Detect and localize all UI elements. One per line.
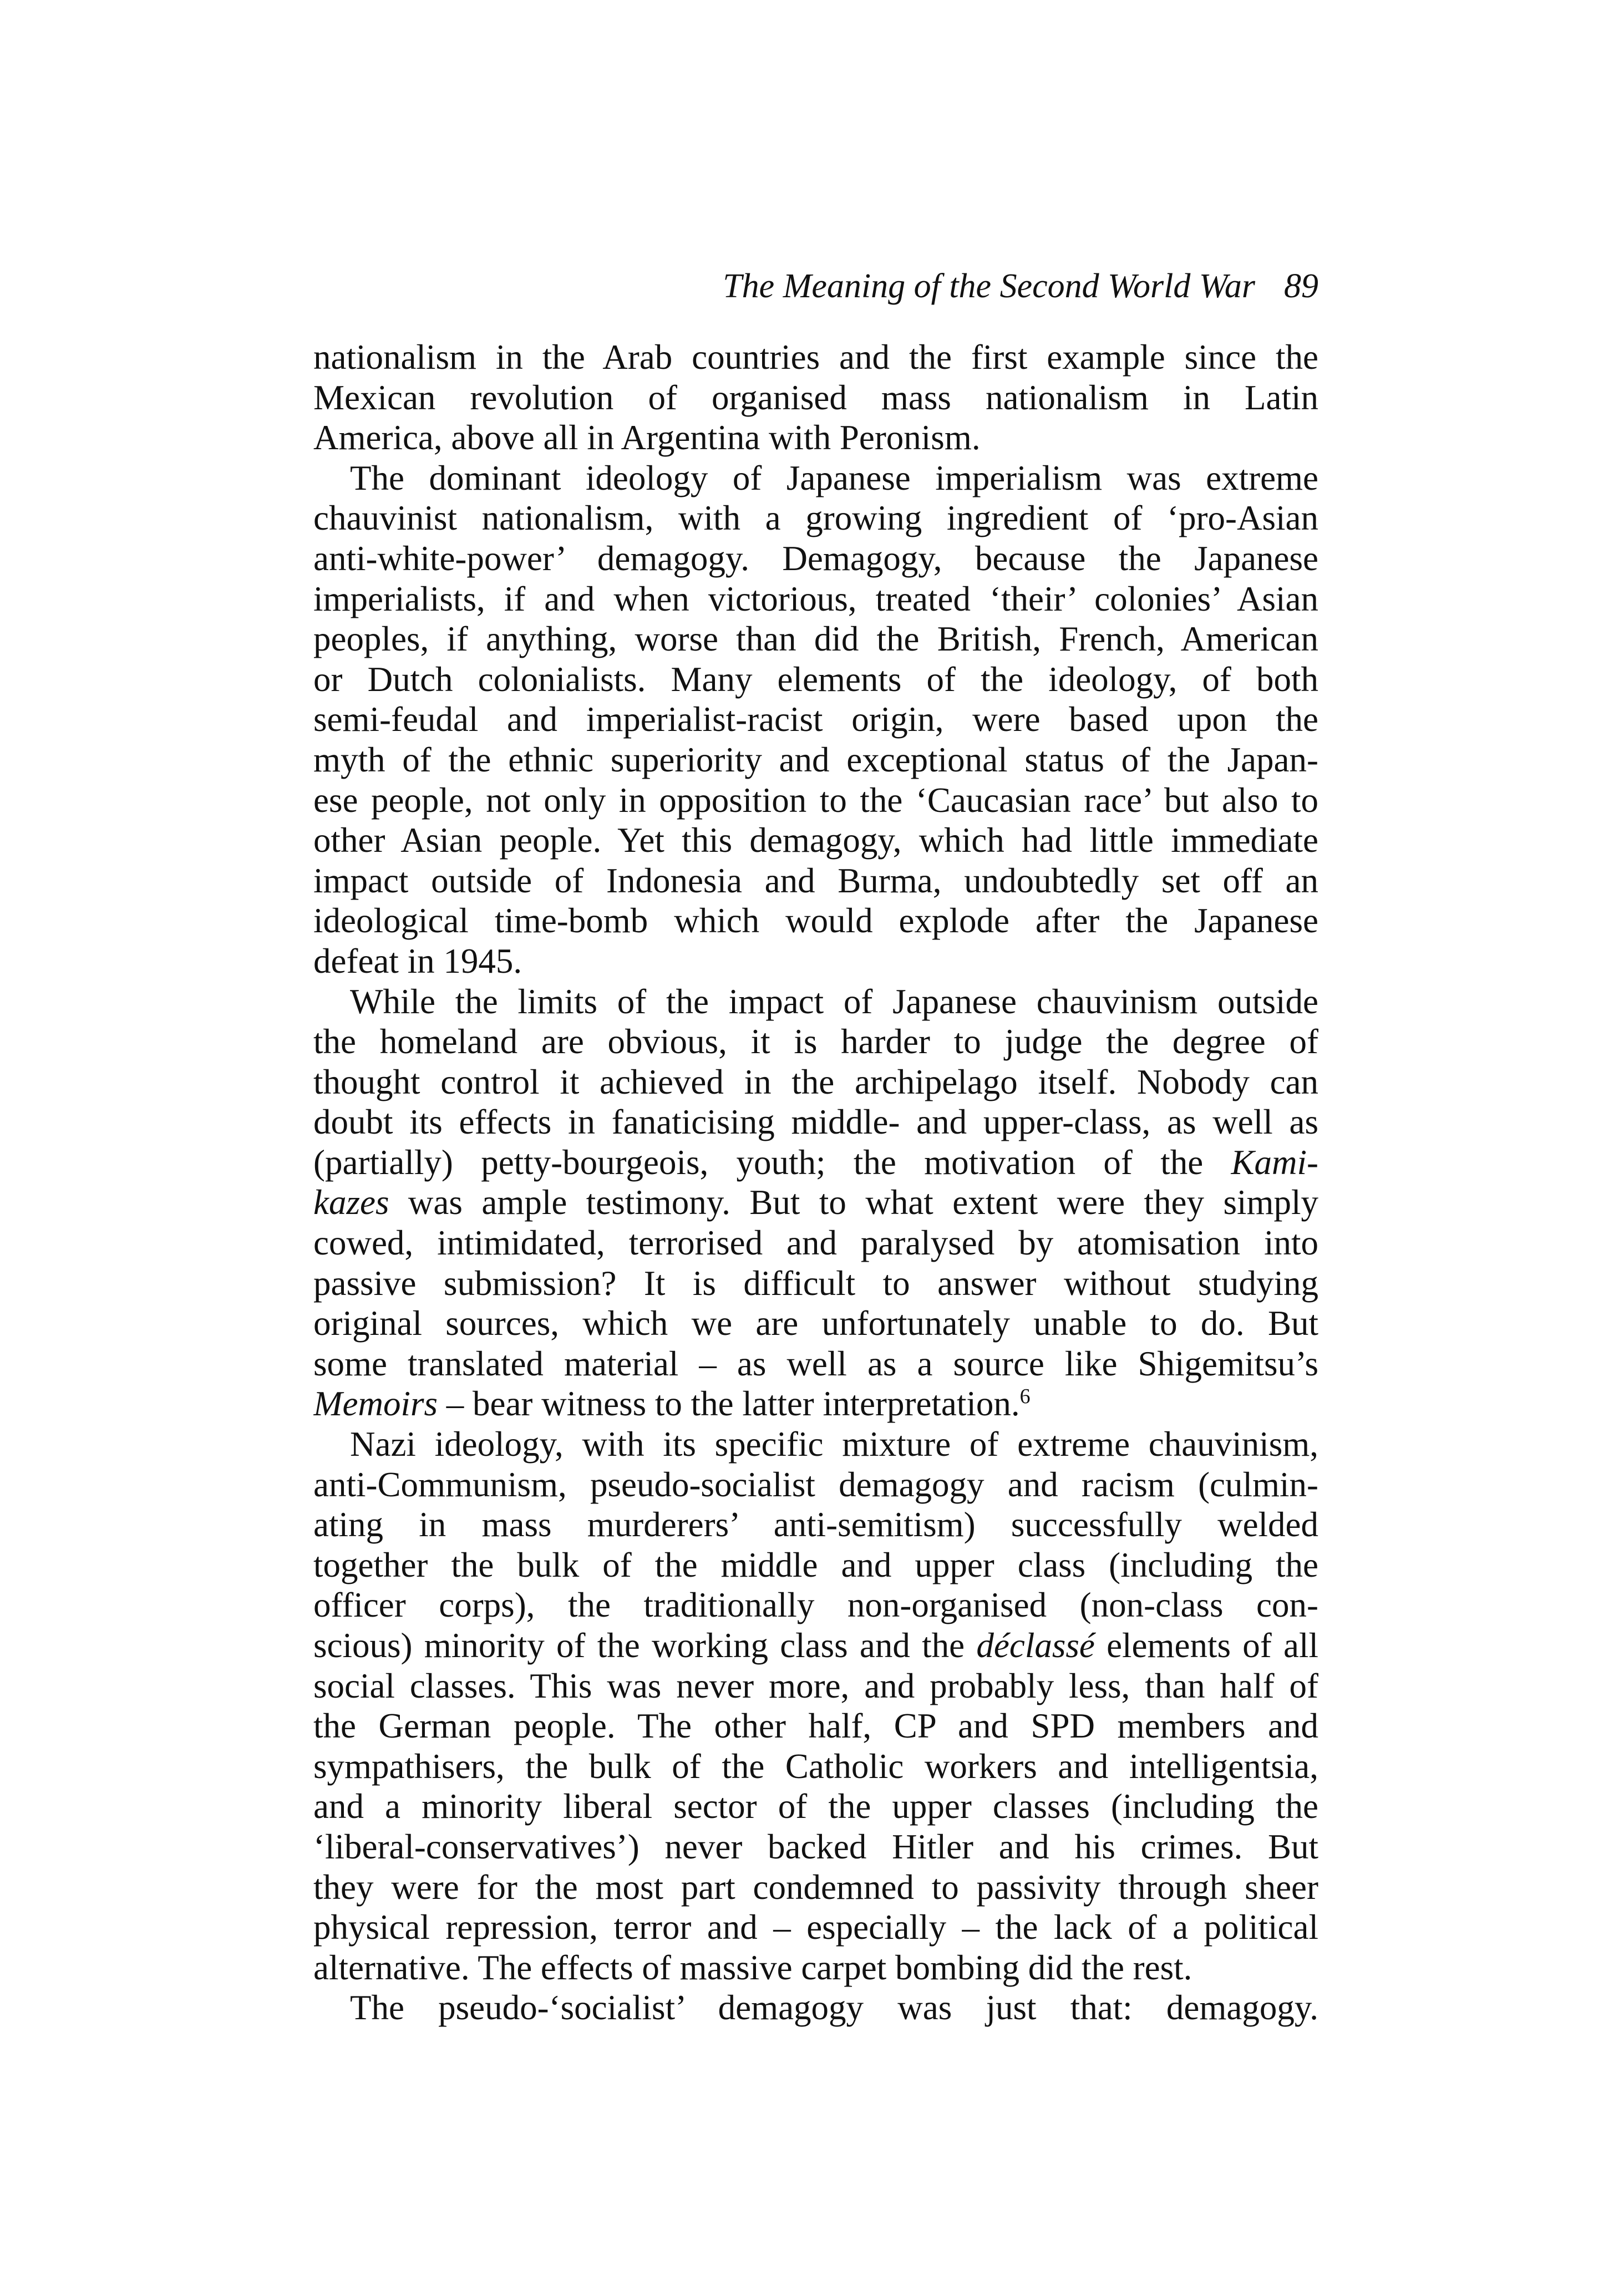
footnote-marker: 6 (1019, 1385, 1031, 1409)
text-segment: (partially) petty-bourgeois, youth; the motivation of the (313, 1142, 1231, 1182)
text-line (313, 1384, 1318, 1424)
text-line (313, 740, 1318, 780)
text-segment: ating in mass murderers’ anti-semitism) successfully welded (313, 1505, 1318, 1545)
text-line (313, 337, 1318, 378)
text-segment: some translated material – as well as a source like Shigemitsu’s (313, 1344, 1318, 1383)
text-segment: ese people, not only in opposition to the ‘Caucasian race’ but also to (313, 780, 1318, 820)
text-segment: scious) minority of the working class and the (313, 1626, 977, 1665)
italic-text: kazes (313, 1183, 389, 1222)
page-number: 89 (1284, 267, 1318, 305)
running-title: The Meaning of the Second World War (723, 267, 1255, 305)
text-line (313, 861, 1318, 901)
text-line (313, 780, 1318, 821)
text-line (313, 1827, 1318, 1867)
text-segment: social classes. This was never more, and probably less, than half of (313, 1666, 1318, 1705)
text-line (313, 1625, 1318, 1666)
text-segment: anti-white-power’ demagogy. Demagogy, because the Japanese (313, 539, 1318, 578)
text-segment: ideological time-bomb which would explode after the Japanese (313, 901, 1318, 941)
text-segment: sympathisers, the bulk of the Catholic workers and intelligentsia, (313, 1746, 1318, 1786)
text-segment: semi-feudal and imperialist-racist origin, were based upon the (313, 700, 1318, 739)
text-line (313, 1424, 1318, 1465)
text-segment: America, above all in Argentina with Peronism. (313, 418, 981, 458)
text-line (313, 659, 1318, 700)
text-line (313, 1303, 1318, 1344)
text-segment: alternative. The effects of massive carpet bombing did the rest. (313, 1948, 1192, 1987)
text-segment: impact outside of Indonesia and Burma, undoubtedly set off an (313, 861, 1318, 900)
text-segment: The pseudo-‘socialist’ demagogy was just that: demagogy. (350, 1988, 1318, 2028)
text-line (313, 1746, 1318, 1787)
text-line (313, 1182, 1318, 1223)
text-segment: they were for the most part condemned to passivity through sheer (313, 1867, 1318, 1907)
text-line (313, 1223, 1318, 1263)
text-line (313, 982, 1318, 1022)
text-segment: myth of the ethnic superiority and exceptional status of the Japan- (313, 740, 1318, 779)
text-line (313, 1505, 1318, 1545)
text-line (313, 378, 1318, 418)
text-line (313, 901, 1318, 941)
text-line (313, 1948, 1318, 1988)
text-line (313, 1666, 1318, 1706)
text-line (313, 1585, 1318, 1625)
text-line (313, 1263, 1318, 1304)
text-line (313, 1062, 1318, 1103)
italic-text: Kami- (1231, 1142, 1318, 1182)
text-segment: ‘liberal-conservatives’) never backed Hitler and his crimes. But (313, 1827, 1318, 1866)
italic-text: déclassé (976, 1626, 1095, 1665)
text-segment: the German people. The other half, CP and SPD members and (313, 1706, 1318, 1746)
text-segment: the homeland are obvious, it is harder to judge the degree of (313, 1022, 1318, 1061)
text-line (313, 1142, 1318, 1183)
body-text (313, 337, 1318, 2028)
text-segment: physical repression, terror and – especially – the lack of a political (313, 1908, 1318, 1947)
text-segment: chauvinist nationalism, with a growing ingredient of ‘pro-Asian (313, 499, 1318, 538)
text-segment: or Dutch colonialists. Many elements of the ideology, of both (313, 659, 1318, 699)
text-segment: thought control it achieved in the archipelago itself. Nobody can (313, 1062, 1318, 1101)
text-segment: imperialists, if and when victorious, treated ‘their’ colonies’ Asian (313, 579, 1318, 618)
text-segment: anti-Communism, pseudo-socialist demagogy and racism (culmin- (313, 1465, 1318, 1504)
text-line (313, 1907, 1318, 1948)
text-segment: peoples, if anything, worse than did the British, French, American (313, 619, 1318, 659)
text-line (313, 1545, 1318, 1586)
text-segment: The dominant ideology of Japanese imperialism was extreme (350, 458, 1318, 497)
text-segment: other Asian people. Yet this demagogy, which had little immediate (313, 821, 1318, 860)
text-line (313, 820, 1318, 861)
text-segment: While the limits of the impact of Japanese chauvinism outside (350, 982, 1318, 1021)
text-segment: and a minority liberal sector of the upper classes (including the (313, 1787, 1318, 1826)
text-line (313, 1786, 1318, 1827)
text-segment: Nazi ideology, with its specific mixture of extreme chauvinism, (350, 1425, 1318, 1464)
text-line (313, 1867, 1318, 1908)
text-line (313, 1465, 1318, 1505)
italic-text: Memoirs (313, 1384, 438, 1424)
text-line (313, 1988, 1318, 2028)
text-segment: passive submission? It is difficult to answer without studying (313, 1263, 1318, 1303)
text-line (313, 458, 1318, 499)
text-line (313, 498, 1318, 539)
text-line (313, 1706, 1318, 1746)
text-line (313, 1102, 1318, 1142)
text-segment: Mexican revolution of organised mass nationalism in Latin (313, 378, 1318, 417)
text-segment: original sources, which we are unfortunately unable to do. But (313, 1304, 1318, 1343)
text-line (313, 699, 1318, 740)
text-segment: was ample testimony. But to what extent were they simply (389, 1183, 1318, 1222)
text-segment: elements of all (1094, 1626, 1318, 1665)
text-line (313, 941, 1318, 982)
text-segment: nationalism in the Arab countries and the first example since the (313, 338, 1318, 377)
text-line (313, 1022, 1318, 1062)
text-line (313, 619, 1318, 659)
text-segment: officer corps), the traditionally non-organised (non-class con- (313, 1586, 1318, 1625)
running-head (313, 265, 1318, 307)
text-line (313, 1344, 1318, 1384)
text-line (313, 539, 1318, 579)
text-segment: together the bulk of the middle and upper class (including the (313, 1545, 1318, 1584)
text-segment: – bear witness to the latter interpretation. (437, 1384, 1020, 1424)
text-segment: defeat in 1945. (313, 941, 522, 981)
text-segment: doubt its effects in fanaticising middle- and upper-class, as well as (313, 1103, 1318, 1142)
text-segment: cowed, intimidated, terrorised and paralysed by atomisation into (313, 1223, 1318, 1263)
text-line (313, 579, 1318, 619)
text-line (313, 418, 1318, 458)
